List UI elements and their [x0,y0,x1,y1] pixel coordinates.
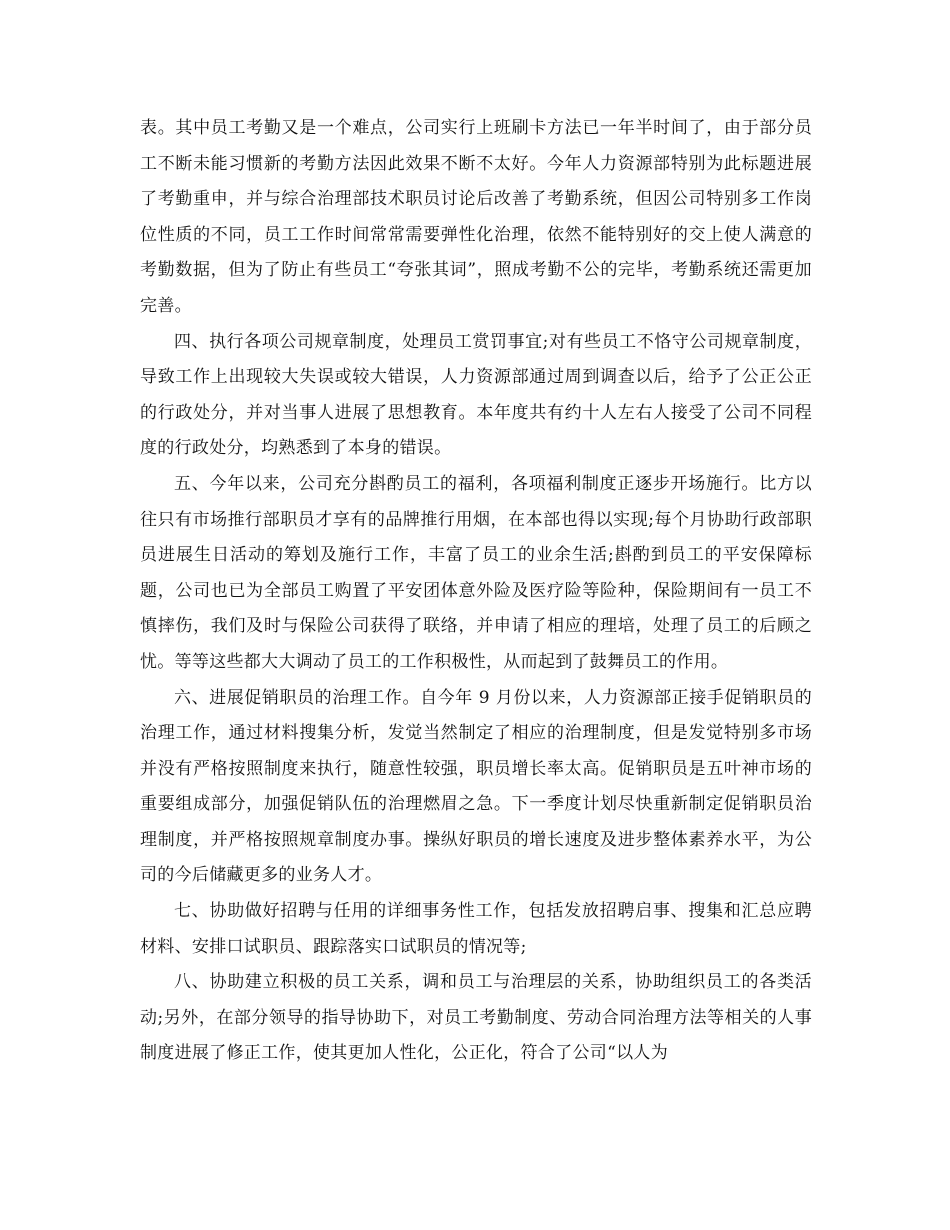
paragraph-continued: 表。其中员工考勤又是一个难点，公司实行上班刷卡方法已一年半时间了，由于部分员工不断未能习惯新的考勤方法因此效果不断不太好。今年人力资源部特别为此标题进展了考勤重申，并与综合治理部技术职员讨论后改善了考勤系统，但因公司特别多工作岗位性质的不同，员工工作时间常常需要弹性化治理，依然不能特别好的交上使人满意的考勤数据，但为了防止有些员工“夸张其词”，照成考勤不公的完毕，考勤系统还需更加完善。 [140,118,812,316]
paragraph-item-6: 六、进展促销职员的治理工作。自今年 9 月份以来，人力资源部正接手促销职员的治理工作，通过材料搜集分析，发觉当然制定了相应的治理制度，但是发觉特别多市场并没有严格按照制度来执行，随意性较强，职员增长率太高。促销职员是五叶神市场的重要组成部分，加强促销队伍的治理燃眉之急。下一季度计划尽快重新制定促销职员治理制度，并严格按照规章制度办事。操纵好职员的增长速度及进步整体素养水平，为公司的今后储藏更多的业务人才。 [140,687,812,886]
document-body [140,111,812,1072]
paragraph-item-5: 五、今年以来，公司充分斟酌员工的福利，各项福利制度正逐步开场施行。比方以往只有市场推行部职员才享有的品牌推行用烟，在本部也得以实现;每个月协助行政部职员进展生日活动的筹划及施行工作，丰富了员工的业余生活;斟酌到员工的平安保障标题，公司也已为全部员工购置了平安团体意外险及医疗险等险种，保险期间有一员工不慎摔伤，我们及时与保险公司获得了联络，并申请了相应的理培，处理了员工的后顾之忧。等等这些都大大调动了员工的工作积极性，从而起到了鼓舞员工的作用。 [140,473,812,672]
paragraph-item-7: 七、协助做好招聘与任用的详细事务性工作，包括发放招聘启事、搜集和汇总应聘材料、安排口试职员、跟踪落实口试职员的情况等; [140,901,812,957]
paragraph-item-8: 八、协助建立积极的员工关系，调和员工与治理层的关系，协助组织员工的各类活动;另外，在部分领导的指导协助下，对员工考勤制度、劳动合同治理方法等相关的人事制度进展了修正工作，使其更加人性化，公正化，符合了公司“以人为 [140,972,812,1064]
paragraph-item-4: 四、执行各项公司规章制度，处理员工赏罚事宜;对有些员工不恪守公司规章制度，导致工作上出现较大失误或较大错误，人力资源部通过周到调查以后，给予了公正公正的行政处分，并对当事人进展了思想教育。本年度共有约十人左右人接受了公司不同程度的行政处分，均熟悉到了本身的错误。 [140,331,812,459]
